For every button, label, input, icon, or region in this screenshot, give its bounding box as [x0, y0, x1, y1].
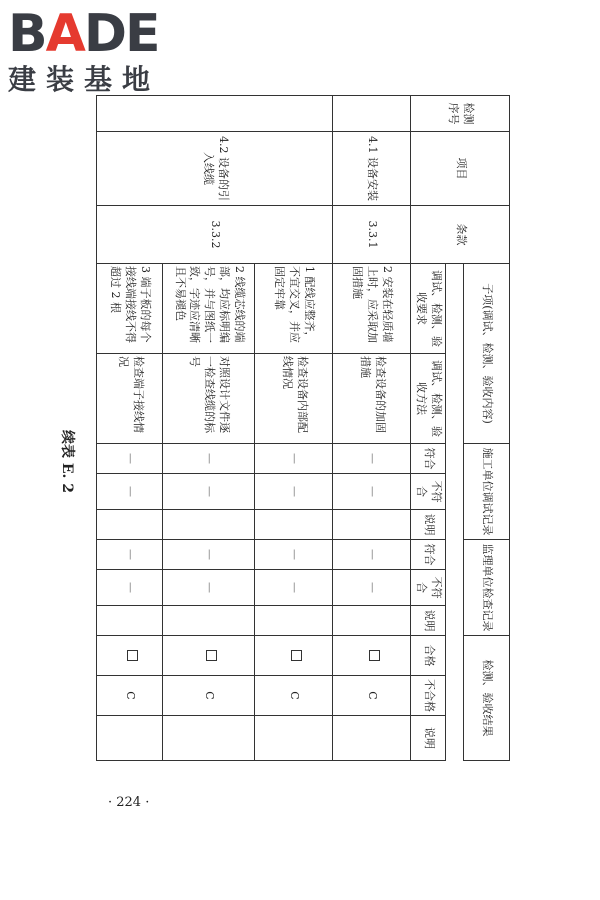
rotated-table-wrapper [110, 95, 510, 760]
table-row [333, 96, 411, 761]
contractor-note-cell [333, 510, 411, 540]
supervisor-conform-cell: — [333, 540, 411, 570]
result-note-cell [333, 716, 411, 761]
header-conform: 符合 [411, 540, 446, 570]
header-fail: 不合格 [411, 676, 446, 716]
contractor-note-cell [97, 510, 163, 540]
pass-cell [333, 636, 411, 676]
header-nonconform: 不符合 [411, 570, 446, 606]
header-seq: 检测序号 [411, 96, 510, 132]
pass-checkbox[interactable] [369, 650, 380, 661]
project-cell: 4.1 设备安装 [333, 132, 411, 206]
pass-checkbox[interactable] [206, 650, 217, 661]
clause-cell: 3.3.1 [333, 206, 411, 264]
logo-subtitle: 建装基地 [8, 63, 161, 96]
page-number: · 224 · [108, 795, 150, 810]
header-note: 说明 [411, 606, 446, 636]
inspection-table [96, 95, 510, 761]
bade-logo [8, 6, 178, 96]
supervisor-note-cell [163, 606, 255, 636]
fail-cell: C [163, 676, 255, 716]
result-note-cell [97, 716, 163, 761]
header-project: 项目 [411, 132, 510, 206]
header-clause: 条款 [411, 206, 510, 264]
header-contractor: 施工单位调试记录 [464, 444, 510, 540]
requirement-cell: 2 线缆芯线的端部，均应标明编号，并与图纸一致，字迹应清晰且不易褪色 [163, 264, 255, 354]
fail-cell: C [255, 676, 333, 716]
supervisor-note-cell [333, 606, 411, 636]
method-cell: 检查端子接线情况 [97, 354, 163, 444]
supervisor-note-cell [97, 606, 163, 636]
table-row [255, 96, 333, 761]
requirement-cell: 2 安装在轻质墙上时，应采取加固措施 [333, 264, 411, 354]
method-cell: 检查设备内部配线情况 [255, 354, 333, 444]
clause-cell: 3.3.2 [97, 206, 333, 264]
fail-cell: C [97, 676, 163, 716]
header-supervisor: 监理单位检查记录 [464, 540, 510, 636]
supervisor-note-cell [255, 606, 333, 636]
contractor-nonconform-cell: — [333, 474, 411, 510]
supervisor-conform-cell: — [97, 540, 163, 570]
header-result: 检测、验收结果 [464, 636, 510, 761]
header-note: 说明 [411, 510, 446, 540]
result-note-cell [255, 716, 333, 761]
contractor-nonconform-cell: — [97, 474, 163, 510]
contractor-conform-cell: — [333, 444, 411, 474]
pass-cell [163, 636, 255, 676]
header-nonconform: 不符合 [411, 474, 446, 510]
contractor-nonconform-cell: — [255, 474, 333, 510]
supervisor-nonconform-cell: — [333, 570, 411, 606]
supervisor-conform-cell: — [255, 540, 333, 570]
contractor-conform-cell: — [163, 444, 255, 474]
fail-cell: C [333, 676, 411, 716]
header-note: 说明 [411, 716, 446, 761]
header-sub-item: 子项(调试、检测、验收内容) [464, 264, 510, 444]
pass-checkbox[interactable] [127, 650, 138, 661]
supervisor-nonconform-cell: — [97, 570, 163, 606]
requirement-cell: 3 端子板的每个接线端接线不得超过 2 根 [97, 264, 163, 354]
pass-checkbox[interactable] [291, 650, 302, 661]
header-requirement: 调试、检测、验收要求 [411, 264, 446, 354]
contractor-conform-cell: — [97, 444, 163, 474]
supervisor-nonconform-cell: — [163, 570, 255, 606]
method-cell: 检查设备的加固措施 [333, 354, 411, 444]
seq-cell [97, 96, 333, 132]
header-method: 调试、检测、验收方法 [411, 354, 446, 444]
requirement-cell: 1 配线应整齐，不宜交叉，并应固定牢靠 [255, 264, 333, 354]
pass-cell [255, 636, 333, 676]
seq-cell [333, 96, 411, 132]
header-conform: 符合 [411, 444, 446, 474]
supervisor-nonconform-cell: — [255, 570, 333, 606]
contractor-note-cell [163, 510, 255, 540]
result-note-cell [163, 716, 255, 761]
pass-cell [97, 636, 163, 676]
contractor-note-cell [255, 510, 333, 540]
supervisor-conform-cell: — [163, 540, 255, 570]
header-pass: 合格 [411, 636, 446, 676]
contractor-conform-cell: — [255, 444, 333, 474]
project-cell: 4.2 设备的引入线缆 [97, 132, 333, 206]
logo-wordmark: BADE [8, 4, 159, 64]
table-caption: 续表 E. 2 [59, 430, 75, 494]
method-cell: 对照设计文件逐一检查线缆的标号 [163, 354, 255, 444]
contractor-nonconform-cell: — [163, 474, 255, 510]
